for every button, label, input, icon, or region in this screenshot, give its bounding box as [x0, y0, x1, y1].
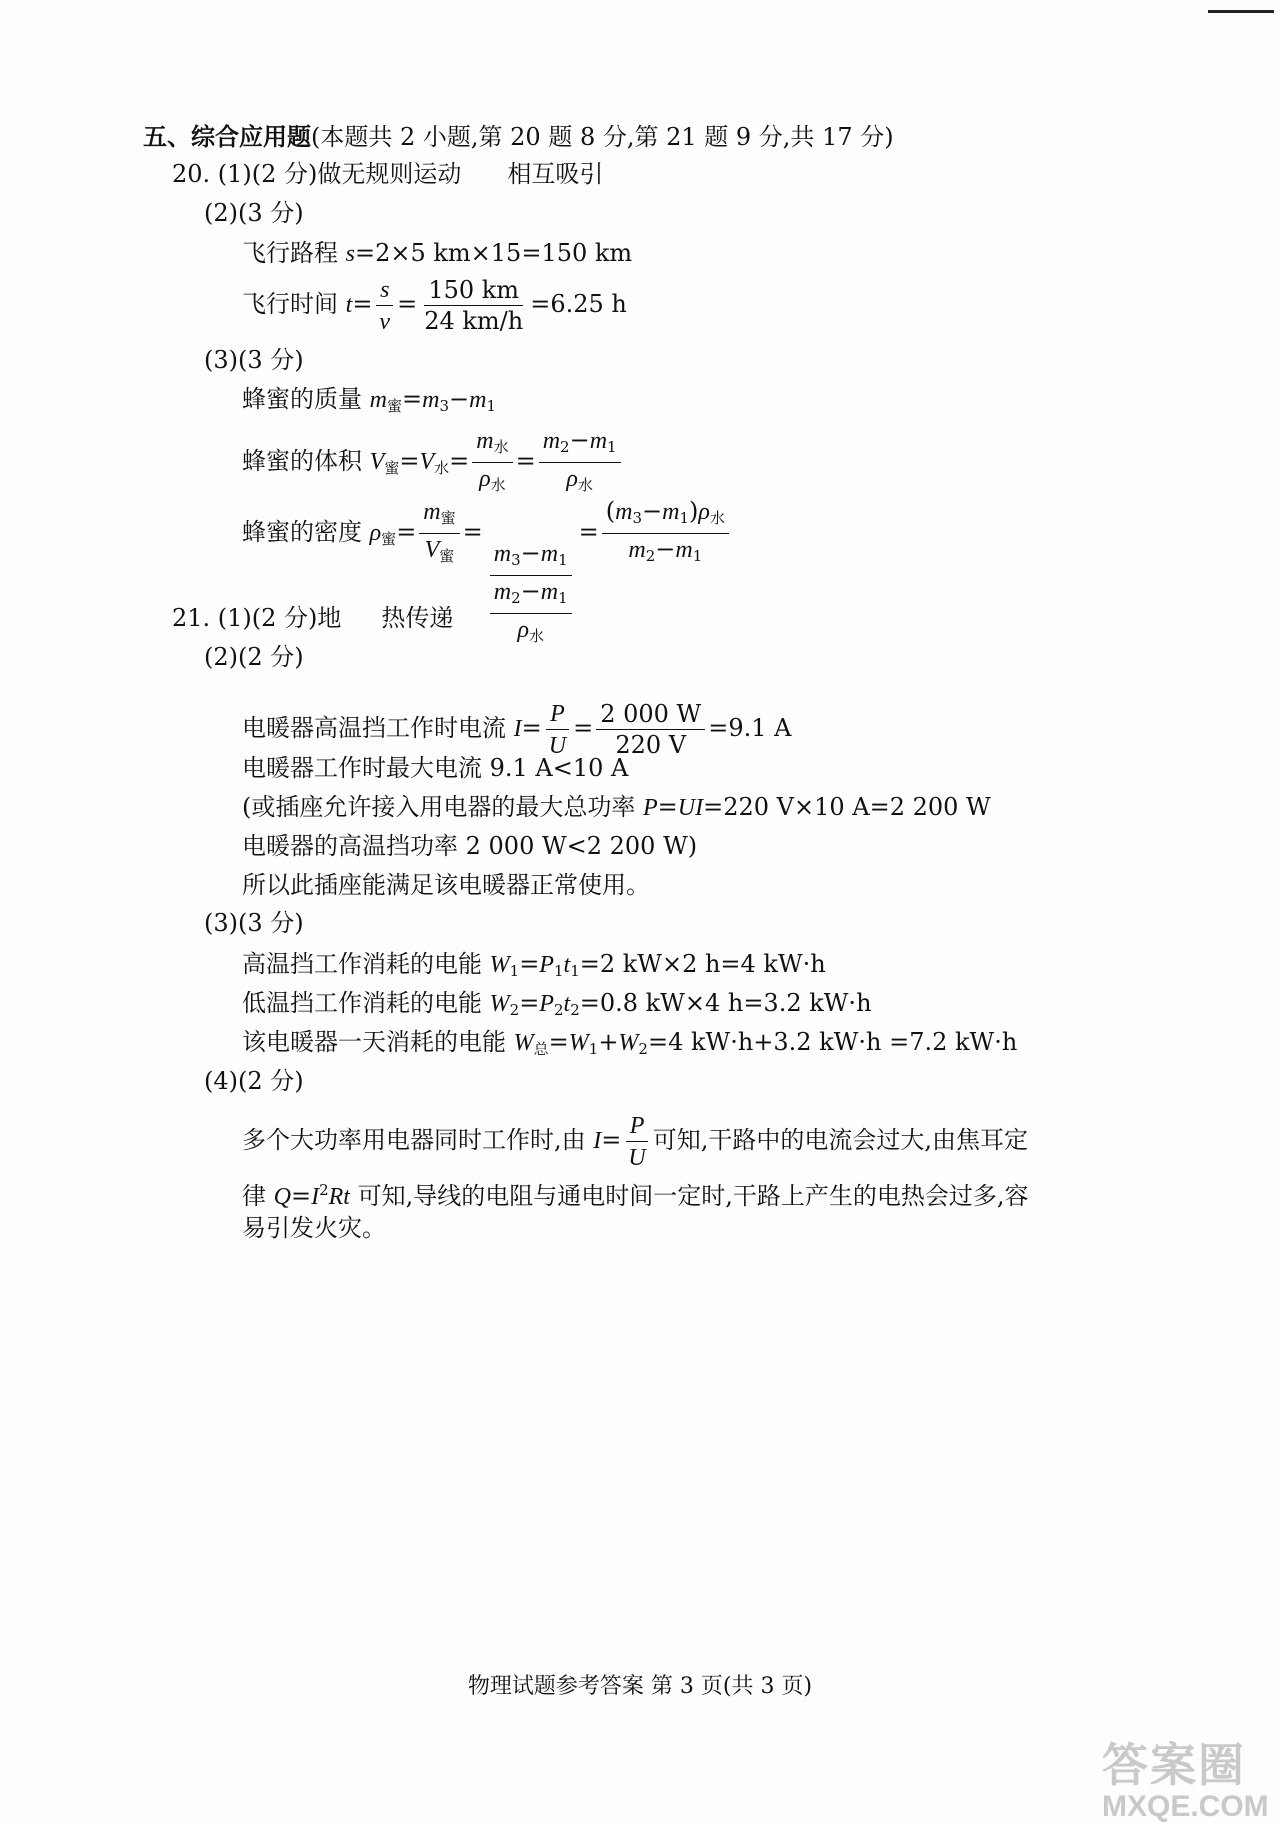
- section-header: [143, 122, 894, 152]
- section-title: 五、综合应用题: [143, 122, 311, 151]
- fraction-p-over-u-2: $\frac{P}{U}$: [624, 1110, 649, 1173]
- heater-current-line: 电暖器高温挡工作时电流 I= $\frac{P}{U}$ = $\frac{2 000 W}{220 V}$ =9.1 A: [242, 700, 792, 759]
- q20-part1-answer1: 做无规则运动: [317, 160, 462, 188]
- fraction-flight-time: $\frac{150 km}{24 km/h}$: [424, 276, 524, 335]
- page-footer: 物理试题参考答案 第 3 页(共 3 页): [467, 1674, 813, 1699]
- fraction-density-result: $\frac{(m_3-m_1)\rho_水}{m_2-m_1}$: [602, 496, 729, 571]
- q20-flight-time: 飞行时间 t= $\frac{s}{v}$ = $\frac{150 km}{24 km/h}$ =6.25 h: [242, 276, 627, 335]
- fraction-compound-density: $\frac{m_3-m_1}{\frac{m_2-m_1}{\rho_水}}$: [486, 538, 576, 651]
- fraction-s-over-v: $\frac{s}{v}$: [375, 274, 394, 337]
- heater-power-line: 电暖器的高温挡功率 2 000 W<2 200 W): [242, 832, 698, 860]
- fraction-m-over-v: $\frac{m_蜜}{V_蜜}$: [419, 496, 459, 571]
- q20-part3-label: (3)(3 分): [204, 346, 304, 374]
- fraction-m-water-over-rho: $\frac{m_水}{\rho_水}$: [472, 425, 512, 500]
- q21-part1-answer2: 热传递: [381, 604, 454, 632]
- honey-density-line: 蜂蜜的密度 $\rho_蜜=$ $\frac{m_蜜}{V_蜜}$ = $\frac{m_3-m_1}{\frac{m_2-m_1}{\rho_水}}$ = $\frac{(m_3-m_1)\rho_水}{m_2-m_1}$: [242, 496, 732, 651]
- explanation-line3: 易引发火灾。: [242, 1214, 386, 1242]
- q20-part1: [172, 159, 603, 189]
- explanation-line1: 多个大功率用电器同时工作时,由 I= $\frac{P}{U}$ 可知,干路中的电流会过大,由焦耳定: [242, 1110, 1028, 1173]
- flight-time-result: =6.25 h: [530, 290, 627, 318]
- conclusion-line: 所以此插座能满足该电暖器正常使用。: [242, 871, 650, 899]
- q20-part1-answer2: 相互吸引: [507, 160, 604, 188]
- q21-part1: [172, 603, 453, 633]
- current-result: =9.1 A: [708, 714, 792, 742]
- energy-low-line: 低温挡工作消耗的电能 $W_2=P_2t_2=0.8$ kW×4 h=3.2 kW·h: [242, 989, 872, 1019]
- q20-part2-label: (2)(3 分): [204, 199, 304, 227]
- q21-part3-label: (3)(3 分): [204, 909, 304, 937]
- fraction-volume: $\frac{m_2-m_1}{\rho_水}$: [539, 425, 621, 500]
- energy-high-line: 高温挡工作消耗的电能 $W_1=P_1t_1=2$ kW×2 h=4 kW·h: [242, 950, 826, 980]
- max-power-line: (或插座允许接入用电器的最大总功率 P=UI=220 V×10 A=2 200 W: [242, 793, 991, 821]
- q21-part1-label: 21. (1)(2 分): [172, 604, 318, 632]
- max-current-line: 电暖器工作时最大电流 9.1 A<10 A: [242, 754, 629, 782]
- q20-part1-label: 20. (1)(2 分): [172, 160, 318, 188]
- fraction-current: $\frac{2 000 W}{220 V}$: [596, 699, 705, 760]
- q21-part2-label: (2)(2 分): [204, 643, 304, 671]
- honey-volume-line: 蜂蜜的体积 $V_蜜=V_水=$ $\frac{m_水}{\rho_水}$ = $\frac{m_2-m_1}{\rho_水}$: [242, 425, 624, 500]
- top-edge-line: [1208, 10, 1274, 13]
- q21-part4-label: (4)(2 分): [204, 1067, 304, 1095]
- q21-part1-answer1: 地: [317, 604, 342, 632]
- watermark-logo: 答案圈 MXQE.COM: [1102, 1739, 1269, 1823]
- explanation-line2: 律 $Q=I^2Rt$ 可知,导线的电阻与通电时间一定时,干路上产生的电热会过多,容: [242, 1181, 1029, 1210]
- section-note: (本题共 2 小题,第 20 题 8 分,第 21 题 9 分,共 17 分): [311, 123, 894, 151]
- honey-mass-line: 蜂蜜的质量 $m_蜜=m_3-m_1$: [242, 385, 496, 415]
- q20-flight-distance: 飞行路程 s=2×5 km×15=150 km: [242, 239, 633, 267]
- energy-total-line: 该电暖器一天消耗的电能 $W_总=W_1+W_2=4$ kW·h+3.2 kW·h =7.2 kW·h: [242, 1028, 1018, 1058]
- flight-distance-expr: =2×5 km×15=150 km: [354, 239, 633, 267]
- fraction-p-over-u: $\frac{P}{U}$: [545, 698, 570, 761]
